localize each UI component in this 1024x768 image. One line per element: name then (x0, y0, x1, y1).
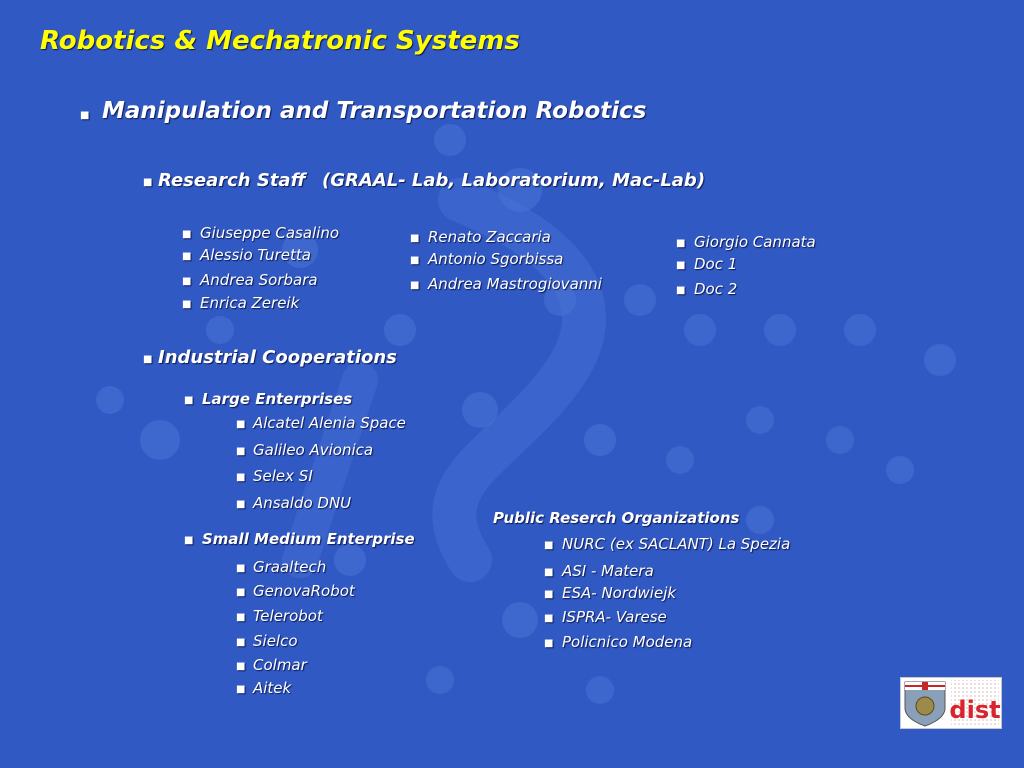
enterprise-item: Ansaldo DNU (253, 494, 352, 512)
enterprise-item: GenovaRobot (253, 582, 355, 600)
enterprise-item: Colmar (253, 656, 307, 674)
bullet-icon: ■ (544, 638, 554, 649)
industrial-heading: Industrial Cooperations (158, 347, 397, 368)
staff-member: Antonio Sgorbissa (428, 250, 564, 268)
university-logo (900, 677, 1002, 729)
bullet-icon: ■ (676, 260, 686, 271)
enterprise-item: Sielco (253, 632, 298, 650)
bullet-icon: ■ (236, 612, 246, 623)
bullet-icon: ■ (143, 354, 153, 365)
bullet-icon: ■ (236, 563, 246, 574)
staff-member: Renato Zaccaria (428, 228, 551, 246)
logo-text: dist (949, 696, 1001, 724)
public-research-heading: Public Reserch Organizations (493, 509, 740, 527)
staff-member: Giuseppe Casalino (200, 224, 340, 242)
bullet-icon: ■ (544, 540, 554, 551)
staff-member: Doc 2 (694, 280, 738, 298)
bullet-icon: ■ (182, 251, 192, 262)
bullet-icon: ■ (410, 280, 420, 291)
staff-member: Alessio Turetta (200, 246, 311, 264)
public-org-item: ASI - Matera (562, 562, 654, 580)
staff-member: Doc 1 (694, 255, 738, 273)
research-staff-heading: Research Staff (158, 170, 306, 191)
public-org-item: ESA- Nordwiejk (562, 584, 677, 602)
bullet-icon: ■ (80, 110, 90, 121)
enterprise-item: Graaltech (253, 558, 327, 576)
bullet-icon: ■ (182, 229, 192, 240)
staff-member: Giorgio Cannata (694, 233, 816, 251)
bullet-icon: ■ (184, 395, 194, 406)
public-org-item: NURC (ex SACLANT) La Spezia (562, 535, 791, 553)
bullet-icon: ■ (236, 684, 246, 695)
page-title: Robotics & Mechatronic Systems (40, 26, 520, 56)
enterprise-item: Aitek (253, 679, 292, 697)
bullet-icon: ■ (410, 255, 420, 266)
enterprise-item: Galileo Avionica (253, 441, 374, 459)
bullet-icon: ■ (544, 613, 554, 624)
bullet-icon: ■ (410, 233, 420, 244)
public-org-item: Policnico Modena (562, 633, 693, 651)
public-org-item: ISPRA- Varese (562, 608, 667, 626)
bullet-icon: ■ (236, 419, 246, 430)
bullet-icon: ■ (676, 285, 686, 296)
section-heading: Manipulation and Transportation Robotics (102, 98, 647, 124)
bullet-icon: ■ (236, 637, 246, 648)
bullet-icon: ■ (184, 535, 194, 546)
staff-member: Enrica Zereik (200, 294, 300, 312)
staff-member: Andrea Sorbara (200, 271, 318, 289)
bullet-icon: ■ (676, 238, 686, 249)
staff-member: Andrea Mastrogiovanni (428, 275, 602, 293)
bullet-icon: ■ (236, 587, 246, 598)
small-enterprises-heading: Small Medium Enterprise (202, 530, 415, 548)
bullet-icon: ■ (143, 177, 153, 188)
bullet-icon: ■ (236, 446, 246, 457)
large-enterprises-heading: Large Enterprises (202, 390, 353, 408)
bullet-icon: ■ (236, 472, 246, 483)
bullet-icon: ■ (544, 589, 554, 600)
bullet-icon: ■ (182, 276, 192, 287)
bullet-icon: ■ (236, 499, 246, 510)
bullet-icon: ■ (544, 567, 554, 578)
bullet-icon: ■ (236, 661, 246, 672)
enterprise-item: Selex SI (253, 467, 313, 485)
logo-graphic (901, 678, 1001, 728)
enterprise-item: Telerobot (253, 607, 323, 625)
bullet-icon: ■ (182, 299, 192, 310)
enterprise-item: Alcatel Alenia Space (253, 414, 406, 432)
research-labs: (GRAAL- Lab, Laboratorium, Mac-Lab) (322, 170, 706, 191)
